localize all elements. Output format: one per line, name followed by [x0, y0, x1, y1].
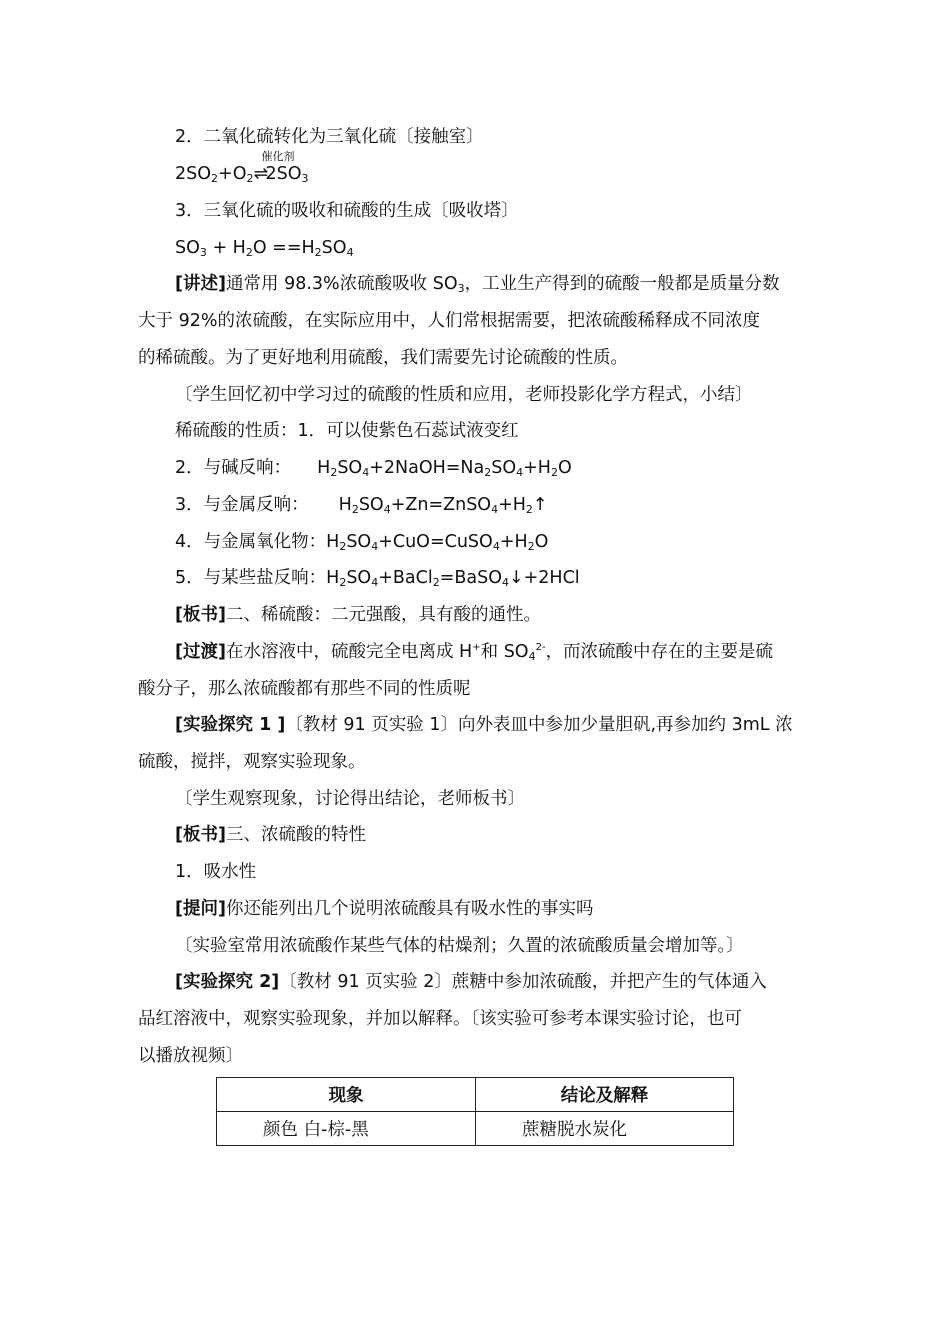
catalyst-arrow: 催化剂 ⇌ — [253, 150, 295, 184]
answer-note: 〔实验室常用浓硫酸作某些气体的枯燥剂；久置的浓硫酸质量会增加等。〕 — [175, 936, 744, 956]
table-header-phenomenon: 现象 — [217, 1078, 476, 1112]
student-recall-note: 〔学生回忆初中学习过的硫酸的性质和应用，老师投影化学方程式，小结〕 — [175, 385, 753, 405]
dilute-property-4: 4．与金属氧化物：$H_2SO_4+CuO=CuSO_4+H_2O$ — [175, 532, 549, 553]
dilute-property-2: 2．与碱反响： $H_2SO_4+2NaOH=Na_2SO_4+H_2O$ — [175, 458, 572, 479]
experiment-1-line-1: [实验探究 1 ]〔教材 91 页实验 1〕向外表皿中参加少量胆矾,再参加约 3mL 浓 — [175, 715, 793, 735]
heading-step-3: 3．三氧化硫的吸收和硫酸的生成〔吸收塔〕 — [175, 201, 519, 221]
table-cell-conclusion: 蔗糖脱水炭化 — [476, 1112, 734, 1146]
experiment-2-line-1: [实验探究 2]〔教材 91 页实验 2〕蔗糖中参加浓硫酸，并把产生的气体通入 — [175, 972, 767, 992]
experiment-2-line-3: 以播放视频〕 — [138, 1046, 243, 1066]
table-header-row — [217, 1078, 734, 1112]
equation-so3-h2o: $SO_3 + H_2O ==H_2SO_4$ — [175, 238, 354, 259]
dilute-property-5: 5．与某些盐反响：$H_2SO_4+BaCl_2=BaSO_4↓+2HCl$ — [175, 568, 580, 589]
lecture-paragraph-line-1: [讲述]通常用 98.3%浓硫酸吸收 $SO_3$，工业生产得到的硫酸一般都是质量分数 — [175, 274, 780, 295]
table-cell-phenomenon: 颜色 白-棕-黑 — [217, 1112, 476, 1146]
board-note-dilute-acid: [板书]二、稀硫酸：二元强酸，具有酸的通性。 — [175, 605, 541, 625]
lecture-paragraph-line-3: 的稀硫酸。为了更好地利用硫酸，我们需要先讨论硫酸的性质。 — [138, 348, 628, 368]
transition-line-1: [过渡]在水溶液中，硫酸完全电离成 H+和 $SO_4^{2-}$，而浓硫酸中存在的主要是硫 — [175, 642, 774, 663]
table-header-conclusion: 结论及解释 — [476, 1078, 734, 1112]
experiment-1-line-2: 硫酸，搅拌，观察实验现象。 — [138, 752, 366, 772]
results-table — [216, 1077, 734, 1146]
dilute-property-3: 3．与金属反响： $H_2SO_4+Zn=ZnSO_4+H_2↑$ — [175, 495, 548, 516]
dilute-property-1: 稀硫酸的性质：1．可以使紫色石蕊试液变红 — [175, 421, 519, 441]
equation-so2-to-so3: $2SO_2+O_2$ 催化剂 ⇌ $2SO_3$ — [175, 150, 309, 185]
board-note-conc-acid: [板书]三、浓硫酸的特性 — [175, 825, 366, 845]
lecture-paragraph-line-2: 大于 92%的浓硫酸，在实际应用中，人们常根据需要，把浓硫酸稀释成不同浓度 — [138, 311, 760, 331]
property-water-absorption: 1．吸水性 — [175, 862, 257, 882]
transition-line-2: 酸分子，那么浓硫酸都有那些不同的性质呢 — [138, 679, 471, 699]
observation-note: 〔学生观察现象，讨论得出结论，老师板书〕 — [175, 789, 525, 809]
table-row — [217, 1112, 734, 1146]
experiment-2-line-2: 品红溶液中，观察实验现象，并加以解释。〔该实验可参考本课实验讨论，也可 — [138, 1009, 742, 1029]
heading-step-2: 2．二氧化硫转化为三氧化硫〔接触室〕 — [175, 127, 484, 147]
question-line: [提问]你还能列出几个说明浓硫酸具有吸水性的事实吗 — [175, 899, 594, 919]
